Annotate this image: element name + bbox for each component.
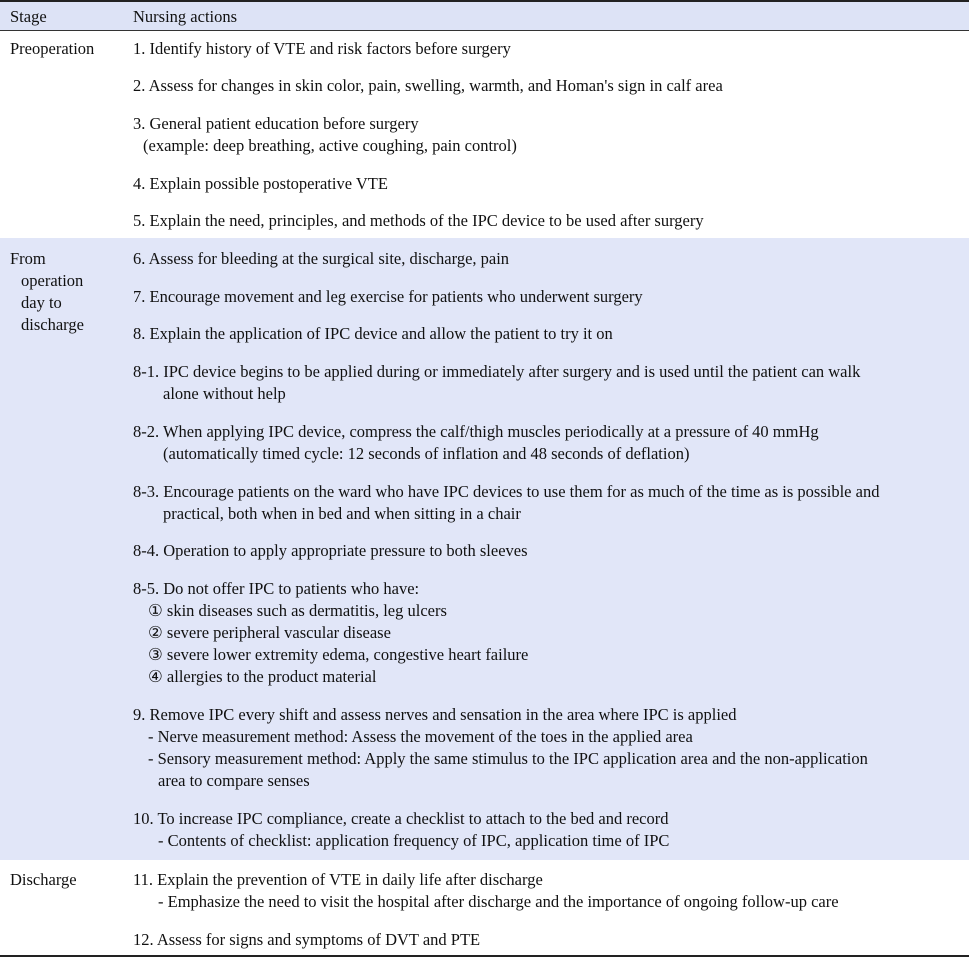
stage-label-discharge: Discharge <box>10 870 77 889</box>
action-8-2-cont: (automatically timed cycle: 12 seconds of inflation and 48 seconds of deflation) <box>163 444 690 463</box>
action-8-5-item: ④ allergies to the product material <box>148 667 377 686</box>
stage-label-line: discharge <box>21 315 84 334</box>
header-stage: Stage <box>10 7 47 26</box>
action-8-3-cont: practical, both when in bed and when sitting in a chair <box>163 504 521 523</box>
stage-label-line: operation <box>21 271 84 290</box>
action-8-5-item: ③ severe lower extremity edema, congestive heart failure <box>148 645 529 664</box>
action-9-sub: - Sensory measurement method: Apply the same stimulus to the IPC application area and the non-application <box>148 749 868 768</box>
action-3: 3. General patient education before surgery <box>133 114 419 133</box>
action-8-3: 8-3. Encourage patients on the ward who have IPC devices to use them for as much of the time as is possible and <box>133 482 880 501</box>
action-8-2: 8-2. When applying IPC device, compress the calf/thigh muscles periodically at a pressure of 40 mmHg <box>133 422 819 441</box>
section-operation-to-discharge <box>0 238 969 860</box>
action-8-4: 8-4. Operation to apply appropriate pressure to both sleeves <box>133 541 528 560</box>
action-4: 4. Explain possible postoperative VTE <box>133 174 388 193</box>
action-8: 8. Explain the application of IPC device and allow the patient to try it on <box>133 324 613 343</box>
action-3-example: (example: deep breathing, active coughing, pain control) <box>143 136 517 155</box>
table-bottom-rule <box>0 955 969 957</box>
section-discharge <box>0 860 969 956</box>
action-10: 10. To increase IPC compliance, create a checklist to attach to the bed and record <box>133 809 669 828</box>
table-header <box>0 0 969 31</box>
action-1: 1. Identify history of VTE and risk factors before surgery <box>133 39 511 58</box>
header-nursing-actions: Nursing actions <box>133 7 238 26</box>
action-6: 6. Assess for bleeding at the surgical site, discharge, pain <box>133 249 510 268</box>
action-8-5: 8-5. Do not offer IPC to patients who have: <box>133 579 420 598</box>
action-7: 7. Encourage movement and leg exercise for patients who underwent surgery <box>133 287 643 306</box>
section-preoperation <box>0 31 969 237</box>
action-9: 9. Remove IPC every shift and assess nerves and sensation in the area where IPC is applied <box>133 705 737 724</box>
action-8-5-item: ② severe peripheral vascular disease <box>148 623 391 642</box>
action-2: 2. Assess for changes in skin color, pain, swelling, warmth, and Homan's sign in calf area <box>133 76 723 95</box>
stage-label-line: day to <box>21 293 62 312</box>
action-5: 5. Explain the need, principles, and methods of the IPC device to be used after surgery <box>133 211 704 230</box>
action-8-5-item: ① skin diseases such as dermatitis, leg ulcers <box>148 601 447 620</box>
action-11-sub: - Emphasize the need to visit the hospital after discharge and the importance of ongoing follow-up care <box>158 892 839 911</box>
stage-label-preoperation: Preoperation <box>10 39 95 58</box>
action-9-sub: - Nerve measurement method: Assess the movement of the toes in the applied area <box>148 727 693 746</box>
action-8-1-cont: alone without help <box>163 384 286 403</box>
action-10-sub: - Contents of checklist: application frequency of IPC, application time of IPC <box>158 831 670 850</box>
action-11: 11. Explain the prevention of VTE in daily life after discharge <box>133 870 543 889</box>
action-9-sub-cont: area to compare senses <box>158 771 310 790</box>
stage-label-line: From <box>10 249 46 268</box>
action-12: 12. Assess for signs and symptoms of DVT and PTE <box>133 930 481 949</box>
action-8-1: 8-1. IPC device begins to be applied during or immediately after surgery and is used until the patient can walk <box>133 362 861 381</box>
